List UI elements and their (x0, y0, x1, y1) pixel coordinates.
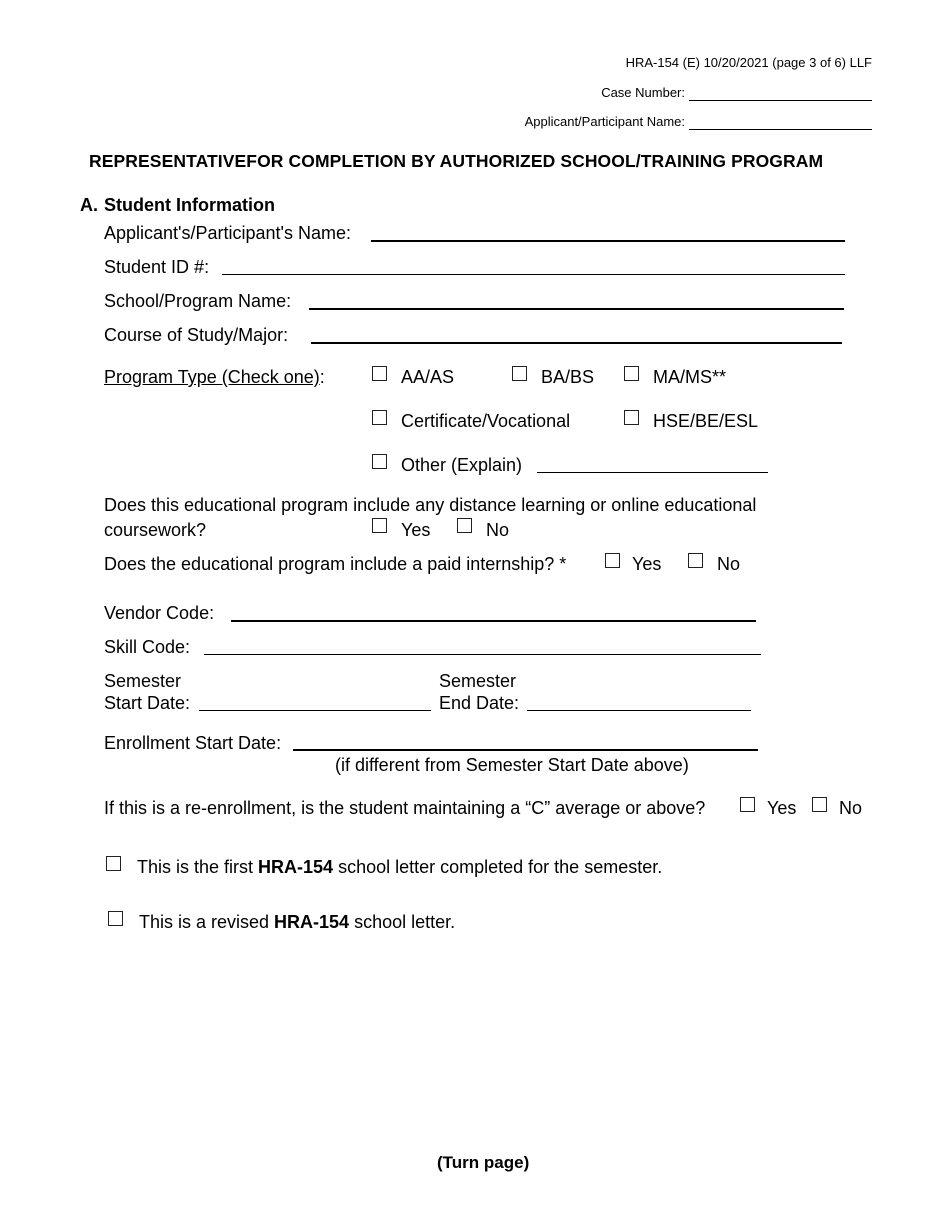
option-other-label: Other (Explain) (401, 455, 523, 475)
enrollment-note: (if different from Semester Start Date above) (335, 755, 689, 775)
case-number-field[interactable] (689, 100, 872, 101)
end-date-label: End Date: (439, 693, 520, 713)
checkbox-first-letter[interactable] (106, 856, 121, 871)
revised-letter-text: This is a revised HRA-154 school letter. (139, 912, 456, 932)
skill-code-label: Skill Code: (104, 637, 191, 657)
distance-no-label: No (486, 520, 510, 540)
reenroll-no-label: No (839, 798, 863, 818)
checkbox-reenroll-no[interactable] (812, 797, 827, 812)
page-title: REPRESENTATIVEFOR COMPLETION BY AUTHORIZED SCHOOL/TRAINING PROGRAM (89, 151, 824, 171)
checkbox-hse[interactable] (624, 410, 639, 425)
reenroll-question: If this is a re-enrollment, is the student maintaining a “C” average or above? (104, 798, 706, 818)
vendor-code-label: Vendor Code: (104, 603, 215, 623)
end-date-field[interactable] (527, 710, 751, 711)
checkbox-certificate[interactable] (372, 410, 387, 425)
section-letter: A. (80, 195, 98, 215)
student-id-label: Student ID #: (104, 257, 210, 277)
course-field[interactable] (311, 342, 842, 344)
school-name-label: School/Program Name: (104, 291, 292, 311)
reenroll-yes-label: Yes (767, 798, 797, 818)
internship-yes-label: Yes (632, 554, 662, 574)
case-number-label: Case Number: (601, 85, 685, 100)
form-id: HRA-154 (E) 10/20/2021 (page 3 of 6) LLF (625, 55, 872, 70)
applicant-name-label: Applicant's/Participant's Name: (104, 223, 351, 243)
option-aa-label: AA/AS (401, 367, 455, 387)
distance-question-line2: coursework? (104, 520, 207, 540)
semester-end-word: Semester (439, 671, 517, 691)
school-name-field[interactable] (309, 308, 844, 310)
other-explain-field[interactable] (537, 472, 768, 473)
vendor-code-field[interactable] (231, 620, 756, 622)
course-label: Course of Study/Major: (104, 325, 289, 345)
option-ba-label: BA/BS (541, 367, 595, 387)
applicant-name-header-field[interactable] (689, 129, 872, 130)
student-id-field[interactable] (222, 274, 845, 275)
internship-question: Does the educational program include a paid internship? * (104, 554, 567, 574)
option-certificate-label: Certificate/Vocational (401, 411, 571, 431)
applicant-name-field[interactable] (371, 240, 845, 242)
checkbox-reenroll-yes[interactable] (740, 797, 755, 812)
checkbox-internship-yes[interactable] (605, 553, 620, 568)
checkbox-distance-yes[interactable] (372, 518, 387, 533)
checkbox-other[interactable] (372, 454, 387, 469)
start-date-label: Start Date: (104, 693, 191, 713)
semester-start-word: Semester (104, 671, 182, 691)
turn-page-note: (Turn page) (437, 1153, 530, 1172)
checkbox-revised-letter[interactable] (108, 911, 123, 926)
applicant-name-header-label: Applicant/Participant Name: (524, 114, 685, 129)
enrollment-start-field[interactable] (293, 749, 758, 751)
section-heading: Student Information (104, 195, 275, 215)
distance-question-line1: Does this educational program include any distance learning or online educational (104, 495, 757, 515)
checkbox-internship-no[interactable] (688, 553, 703, 568)
distance-yes-label: Yes (401, 520, 431, 540)
option-hse-label: HSE/BE/ESL (653, 411, 759, 431)
checkbox-ba[interactable] (512, 366, 527, 381)
skill-code-field[interactable] (204, 654, 761, 655)
internship-no-label: No (717, 554, 741, 574)
checkbox-aa[interactable] (372, 366, 387, 381)
checkbox-distance-no[interactable] (457, 518, 472, 533)
start-date-field[interactable] (199, 710, 431, 711)
checkbox-ma[interactable] (624, 366, 639, 381)
first-letter-text: This is the first HRA-154 school letter completed for the semester. (137, 857, 663, 877)
enrollment-start-label: Enrollment Start Date: (104, 733, 282, 753)
option-ma-label: MA/MS** (653, 367, 727, 387)
program-type-label: Program Type (Check one): (104, 367, 325, 387)
